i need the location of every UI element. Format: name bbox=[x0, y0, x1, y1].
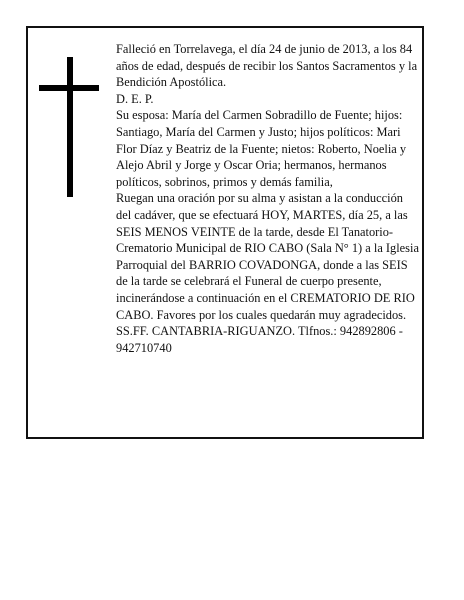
cross-horizontal-bar bbox=[39, 85, 99, 91]
obituary-notice bbox=[26, 26, 424, 439]
death-announcement: Falleció en Torrelavega, el día 24 de junio de 2013, a los 84 años de edad, después de recibir los Santos Sacramentos y la Bendición Apostólica. bbox=[116, 42, 418, 90]
funeral-details: Ruegan una oración por su alma y asistan a la conducción del cadáver, que se efectuará HOY, MARTES, día 25, a las SEIS MENOS VEINTE de la tarde, desde El Tanatorio-Crematorio Municipal de RIO CABO (Sala N° 1) a la Iglesia Parroquial del BARRIO COVADONGA, donde a las SEIS de la tarde se celebrará el Funeral de cuerpo presente, incinerándose a continuación en el CREMATORIO DE RIO CABO. Favores por los cuales quedarán muy agradecidos. bbox=[116, 191, 419, 322]
notice-text bbox=[116, 41, 420, 356]
funeral-home-contact: SS.FF. CANTABRIA-RIGUANZO. Tlfnos.: 942892806 - 942710740 bbox=[116, 324, 403, 355]
family-list: Su esposa: María del Carmen Sobradillo de Fuente; hijos: Santiago, María del Carmen y Justo; hijos políticos: Mari Flor Díaz y Beatriz de la Fuente; nietos: Roberto, Noelia y Alejo Abril y Jorge y Oscar Oria; hermanos, hermanos políticos, sobrinos, primos y demás familia, bbox=[116, 108, 407, 189]
rest-in-peace: D. E. P. bbox=[116, 91, 154, 106]
cross-vertical-bar bbox=[67, 57, 73, 197]
